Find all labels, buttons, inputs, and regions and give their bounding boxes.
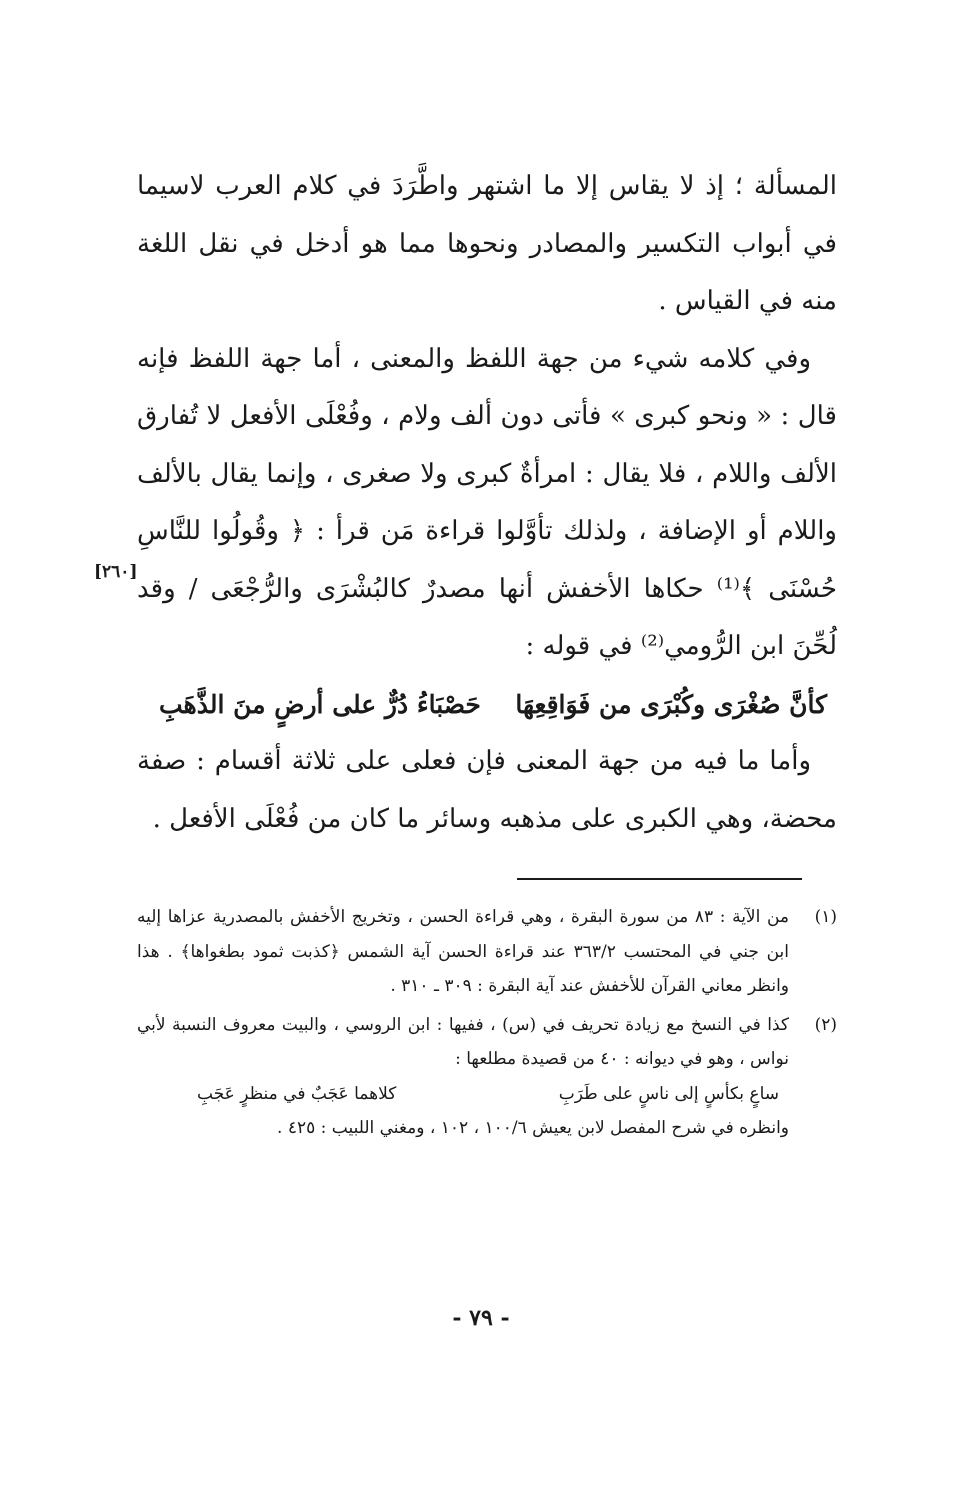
main-text: [137, 158, 837, 848]
paragraph-3: وأما ما فيه من جهة المعنى فإن فعلى على ثلاثة أقسام : صفة محضة، وهي الكبرى على مذهبه وسائر ما كان من فُعْلَى الأفعل .: [137, 746, 837, 834]
footnote-text: من الآية : ٨٣ من سورة البقرة ، وهي قراءة الحسن ، وتخريج الأخفش بالمصدرية عزاها إليه ابن جني في المحتسب ٣٦٣/٢ عند قراءة الحسن آية الشمس ﴿كذبت ثمود بطغواها﴾ . هذا وانظر معاني القرآن للأخفش عند آية البقرة : ٣٠٩ ـ ٣١٠ .: [137, 907, 789, 996]
footnote-verse-second: كلاهما عَجَبٌ في منظرٍ عَجَبِ: [197, 1083, 397, 1104]
footnote-text-after: وانظره في شرح المفصل لابن يعيش ١٠٠/٦ ، ١٠٢ ، ومغني اللبيب : ٤٢٥ .: [277, 1118, 789, 1138]
verse-line: [137, 676, 837, 734]
footnote-text: كذا في النسخ مع زيادة تحريف في (س) ، ففيها : ابن الروسي ، والبيت معروف النسبة لأبي نواس ، وهو في ديوانه : ٤٠ من قصيدة مطلعها :: [137, 1014, 789, 1069]
page-number: - ٧٩ -: [452, 1305, 510, 1331]
verse-second-hemistich: حَصْبَاءُ دُرٌّ على أرضٍ منَ الذَّهَبِ: [159, 689, 481, 719]
footnote-verse: [137, 1077, 789, 1112]
paragraph-2: وفي كلامه شيء من جهة اللفظ والمعنى ، أما جهة اللفظ فإنه قال : « ونحو كبرى » فأتى دون ألف ولام ، وفُعْلَى الأفعل لا تُفارق الألف واللام ، فلا يقال : امرأةٌ كبرى ولا صغرى ، وإنما يقال بالألف واللام أو الإضافة ، ولذلك تأوَّلوا قراءة مَن قرأ : ﴿ وقُولُوا للنَّاسِ حُسْنَى ﴾⁽¹⁾ حكاها الأخفش أنها مصدرٌ كالبُشْرَى والرُّجْعَى / وقد لُحِّنَ ابن الرُّومي⁽²⁾ في قوله :: [137, 343, 838, 661]
footnote-1: [137, 900, 837, 1004]
manuscript-page-reference: [٢٦٠]: [94, 562, 138, 582]
footnote-number: (١): [814, 907, 837, 927]
paragraph-1: المسألة ؛ إذ لا يقاس إلا ما اشتهر واطَّرَدَ في كلام العرب لاسيما في أبواب التكسير والمصادر ونحوها مما هو أدخل في نقل اللغة منه في القياس .: [137, 171, 837, 316]
footnote-number: (٢): [814, 1014, 837, 1035]
footnote-2: [137, 1008, 837, 1146]
footnotes: [137, 900, 837, 1150]
footnote-verse-first: ساعٍ بكأسٍ إلى ناسٍ على طَرَبِ: [558, 1083, 779, 1104]
verse-first-hemistich: كأنَّ صُغْرَى وكُبْرَى من فَوَاقِعِهَا: [515, 689, 827, 719]
footnote-separator: [517, 878, 802, 880]
